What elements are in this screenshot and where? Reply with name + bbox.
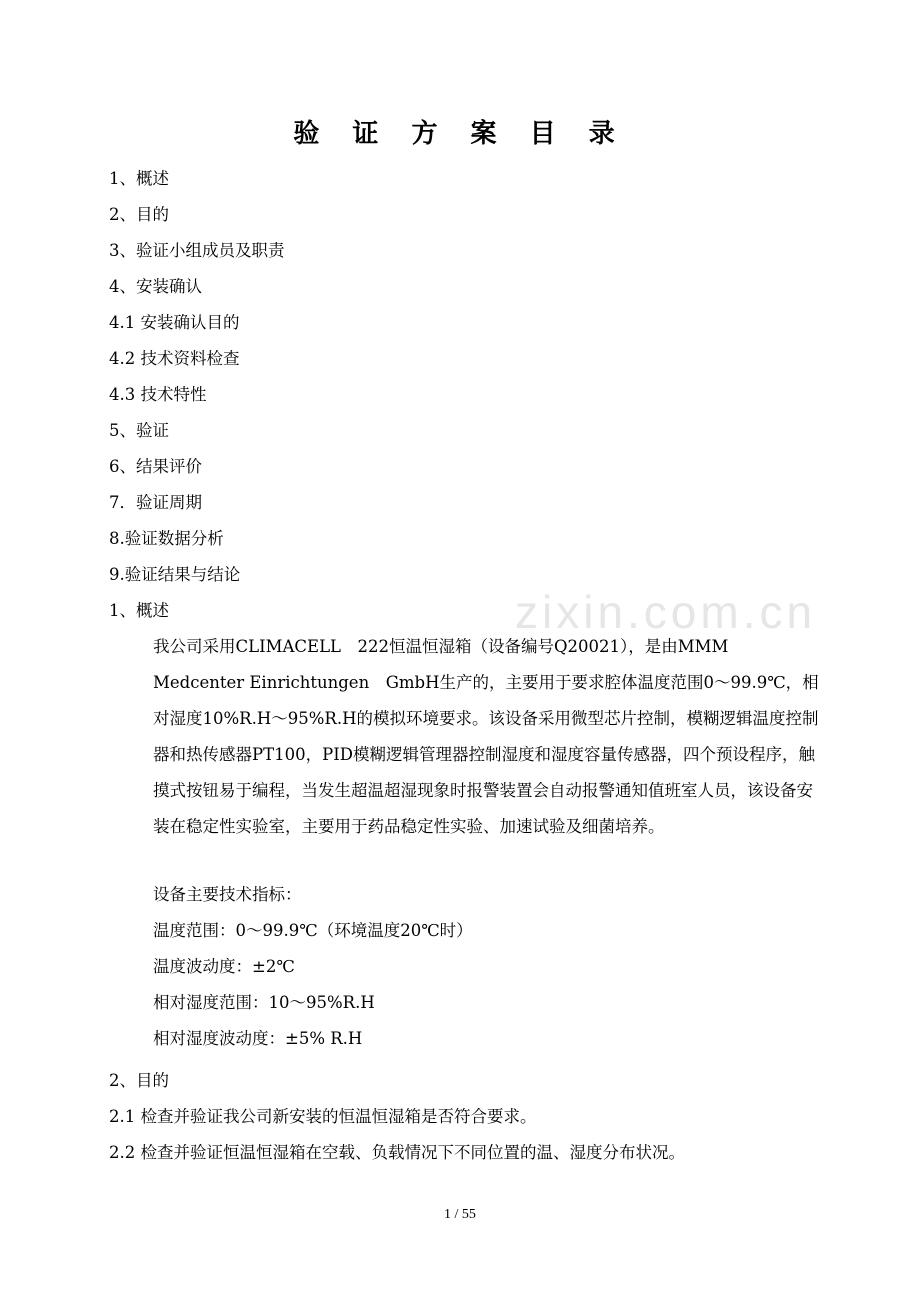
purpose-item: 2.2 检查并验证恒温恒湿箱在空载、负载情况下不同位置的温、湿度分布状况。: [109, 1143, 685, 1162]
toc-item: 5、验证: [109, 421, 169, 440]
toc-item: 4.1 安装确认目的: [109, 313, 240, 332]
toc-item: 9.验证结果与结论: [109, 565, 241, 584]
purpose-item: 2.1 检查并验证我公司新安装的恒温恒湿箱是否符合要求。: [109, 1107, 537, 1126]
specs-title: 设备主要技术指标：: [153, 885, 302, 904]
toc-item: 2、目的: [109, 205, 169, 224]
section-heading: 1、概述: [109, 601, 169, 620]
spec-item: 相对湿度范围：10～95%R.H: [153, 993, 375, 1012]
toc-item: 3、验证小组成员及职责: [109, 241, 285, 260]
toc-item: 6、结果评价: [109, 457, 202, 476]
page-number: 1 / 55: [444, 1207, 476, 1222]
toc-item: 4.2 技术资料检查: [109, 349, 240, 368]
toc-item: 4、安装确认: [109, 277, 202, 296]
toc-item: 8.验证数据分析: [109, 529, 224, 548]
spec-item: 温度范围：0～99.9℃（环境温度20℃时）: [153, 921, 473, 940]
document-title: 验 证 方 案 目 录: [293, 119, 627, 149]
toc-item: 4.3 技术特性: [109, 385, 207, 404]
overview-paragraph: 我公司采用CLIMACELL 222恒温恒湿箱（设备编号Q20021），是由MMM Medcenter Einrichtungen GmbH生产的，主要用于要求腔体温度范围0～99.9℃，相对湿度10%R.H～95%R.H的模拟环境要求。该设备采用微型芯片控制，模糊逻辑温度控制器和热传感器PT100，PID模糊逻辑管理器控制湿度和湿度容量传感器，四个预设程序，触摸式按钮易于编程，当发生超温超湿现象时报警装置会自动报警通知值班室人员，该设备安装在稳定性实验室，主要用于药品稳定性实验、加速试验及细菌培养。: [153, 637, 819, 836]
toc-item: 1、概述: [109, 169, 169, 188]
watermark: zixin.com.cn: [515, 586, 817, 638]
spec-item: 温度波动度：±2℃: [153, 957, 295, 976]
toc-item: 7．验证周期: [109, 493, 202, 512]
spec-item: 相对湿度波动度：±5% R.H: [153, 1029, 363, 1048]
section-heading: 2、目的: [109, 1071, 169, 1090]
